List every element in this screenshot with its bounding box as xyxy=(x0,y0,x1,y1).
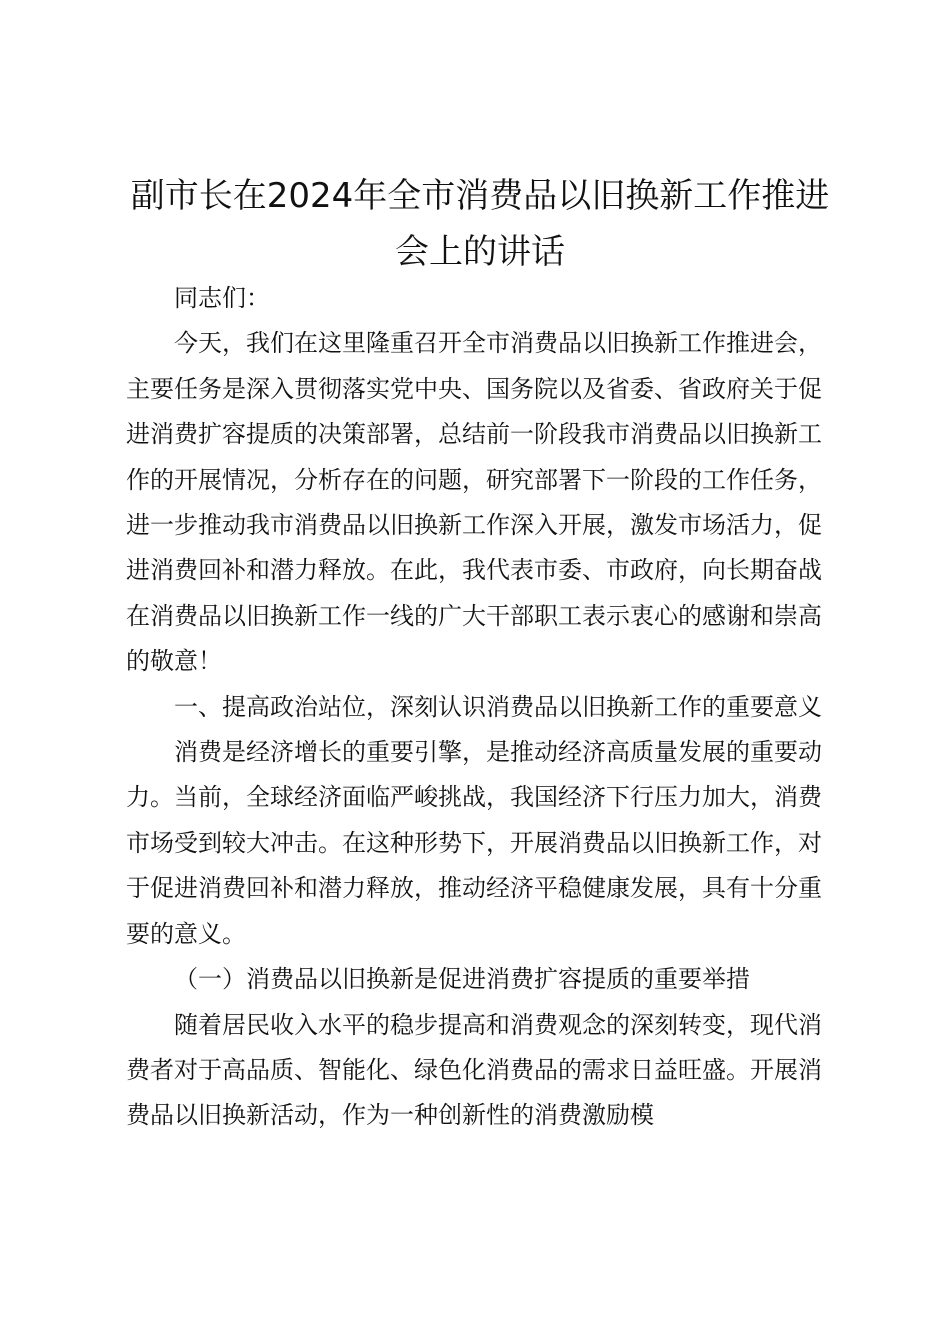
paragraph-upgrade: 随着居民收入水平的稳步提高和消费观念的深刻转变，现代消费者对于高品质、智能化、绿色化消费品的需求日益旺盛。开展消费品以旧换新活动，作为一种创新性的消费激励模 xyxy=(126,1010,822,1130)
section-heading-1: 一、提高政治站位，深刻认识消费品以旧换新工作的重要意义 xyxy=(174,692,822,721)
document-title: 副市长在2024年全市消费品以旧换新工作推进会上的讲话 xyxy=(130,176,830,272)
paragraph-opening: 今天，我们在这里隆重召开全市消费品以旧换新工作推进会，主要任务是深入贯彻落实党中央、国务院以及省委、省政府关于促进消费扩容提质的决策部署，总结前一阶段我市消费品以旧换新工作的开展情况，分析存在的问题，研究部署下一阶段的工作任务，进一步推动我市消费品以旧换新工作深入开展，激发市场活力，促进消费回补和潜力释放。在此，我代表市委、市政府，向长期奋战在消费品以旧换新工作一线的广大干部职工表示衷心的感谢和崇高的敬意！ xyxy=(126,329,822,676)
greeting: 同志们： xyxy=(174,284,270,312)
subsection-heading-1: （一）消费品以旧换新是促进消费扩容提质的重要举措 xyxy=(174,965,750,994)
document-body xyxy=(126,276,822,1139)
paragraph-consumption: 消费是经济增长的重要引擎，是推动经济高质量发展的重要动力。当前，全球经济面临严峻挑战，我国经济下行压力加大，消费市场受到较大冲击。在这种形势下，开展消费品以旧换新工作，对于促进消费回补和潜力释放，推动经济平稳健康发展，具有十分重要的意义。 xyxy=(126,738,822,948)
